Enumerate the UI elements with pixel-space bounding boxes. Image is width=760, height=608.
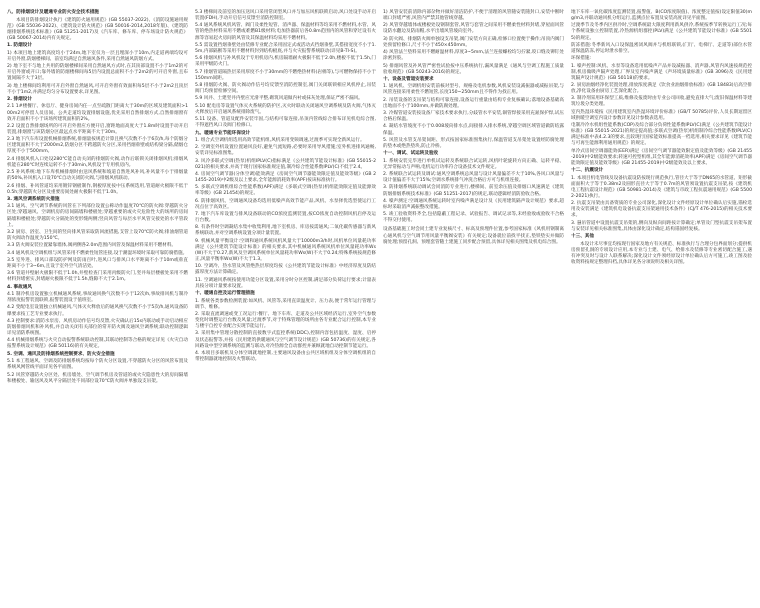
section-heading: 4. 事故通风 <box>7 284 32 290</box>
paragraph: 1) 风管安装前清除内部杂物并做好清洁防护,不便于清理的风管随安装随封口,安装中断时端口封堵严密,风管内严禁其他管线穿越。 <box>383 10 564 22</box>
paragraph: 7. 地下汽车库设置与排风设备联动的CO浓度监测装置,按CO浓度自动控制风机启停及运行台数。 <box>195 212 376 224</box>
paragraph: 5.6 排烟风机与补风机设于专用机房内,机房隔墙耐火极限不低于2.0h,楼板不低于1.5h,门采用甲级防火门。 <box>195 56 376 68</box>
paragraph: 10. 空调冷、热水管及风管绝热层厚度均按《公共建筑节能设计标准》中经济厚度及防结露厚度方法计算确定。 <box>195 264 376 276</box>
paragraph: 3.3 防火阀安装位置紧靠墙体,阀两侧各2.0m范围内风管及保温材料采用不燃材料。 <box>7 243 177 249</box>
paragraph: 1. 系统各类参数检测装置:如风机、风管等,采用直读温度计、压力表,便于常年运行管理与调节、维修。 <box>195 298 376 310</box>
paragraph: 5. 多联式空调机组综合性能系数(APF)满足《多联式空调(热泵)机组能效限定值及能源效率等级》(GB 21454)的规定。 <box>195 185 376 197</box>
paragraph: 3) 地上楼梯间均利用可开启外窗自然通风,可开启外窗有效面积每5层不小于2m2且顶层不小于1m2,并满足均匀分布设置要求,详见图。 <box>7 83 188 95</box>
paragraph: 4) 风管法兰垫料采用不燃耐温材料,厚度3~5mm,法兰连接螺栓均匀拧紧,咬口缝及铆钉处涂密封胶。 <box>383 50 564 62</box>
section-heading: 5. 空调、通风及防排烟系统控制要求、防火安全措施 <box>7 351 115 357</box>
text-column-1 <box>7 10 188 386</box>
paragraph: 3.2 厨房、浴室、卫生间的竖向排风管采取防回流措施,支管上设70℃防火阀;排油烟管道防火阀动作温度为150℃。 <box>7 229 188 242</box>
paragraph: 2) 风管穿越墙体或楼板处设钢制套管,风管与套管之间采用不燃柔性材料封堵,穿屋面风管设防水翻边及防雨帽,水平出墙风管坡向室外。 <box>383 23 564 35</box>
paragraph: 本项目防排烟设计执行《建筑防火通用规范》(GB 55037-2022)、《消防设施通用规范》(GB 55036-2022)、《建筑设计防火规范》(GB 50016-2014,2018年版)、《建筑防烟排烟系统技术标准》(GB 51251-2017)及《汽车库、修车库、停车场设计防火规范》(GB 50067-2014)内有关规定。 <box>7 17 188 41</box>
paragraph: 1. 噪声控制:风机、水泵等设备选用低噪声产品并设减振器、消声器,风管内风速按规范控制,机房做吸声隔声处理,厂界及室内噪声满足《声环境质量标准》(GB 3096)及《民用建筑隔声设计规范》(GB 50118)的要求。 <box>571 63 752 81</box>
section-heading: 十、暖通自控及运行管理措施 <box>195 291 255 297</box>
section-heading: 十、设备及管道安装要求 <box>383 77 434 83</box>
paragraph: 3) 防火阀、排烟防火阀单独设支吊架,阀门安装方向正确,检修口位置便于操作;吊顶内阀门处预留检修口,尺寸不小于450×450mm。 <box>383 36 564 48</box>
paragraph: 2. 空调室外机设置位置通风良好,避免气流短路,必要时采用导风措施;室外机进排风通畅,安装详见标准图集。 <box>195 145 376 157</box>
paragraph: 5.10 配电房等设置气体灭火系统的防护区,灭火时联动关闭通风空调系统及防火阀,气体灭火释放后开启通风系统排除废气。 <box>195 103 376 115</box>
paragraph: 2.1 1#楼餐厅、休息厅、健身房间内任一点至疏散门距离大于30m的区域及建筑面积>100m2可停留人员房间、公共走道均设置排烟设施,优先采用自然排烟方式,自然排烟窗有效开启面积不小于该场所建筑面积的2%。 <box>7 104 188 122</box>
paragraph: 1. 通风机、空调机组安装前核对型号、规格及电机参数,风机安装设减振器或减振吊架,与风管连接采用柔性不燃短管,长度150~250mm且不得作为找正用。 <box>383 84 564 96</box>
text-column-3 <box>383 10 564 247</box>
section-heading: 八、防排烟设计及暖通专业防火安全技术措施 <box>7 10 99 15</box>
section-heading: 十一、调试、试运转及验收 <box>383 151 439 157</box>
paragraph: 3.5 室外进、排风口部设防护网及防雨百叶,进风口与排风口水平距离不小于10m或垂直距离不小于3~6m,且设于室外空气清洁处。 <box>7 257 188 269</box>
paragraph: 5.3 楼梯间及前室的加压送风口采用常闭型风口并与加压风机联锁启动,风口处设手动开启装置(FDH),手动开启信号反馈至消防控制室。 <box>195 10 376 22</box>
paragraph: 1) 本项目地上建筑高度均小于24m,地下室仅为一层且埋深小于10m,内走道两端均设可开启外窗,防烟楼梯间、前室均满足自然通风条件,采用自然通风防烟方式。 <box>7 50 188 62</box>
paragraph: 5.8 排烟防火阀、防火阀动作信号均反馈至消防控制室,阀门关闭联锁相应风机停止,吊装阀门均预留检修空间。 <box>195 82 376 95</box>
paragraph: 4. 本项目多联机及分体空调就地控制,主要通风设备由公共区域机组及分体空调机组的自带控制器就地控制及火警联动。 <box>195 350 376 362</box>
paragraph: 3.6 管道井壁耐火极限不低于1.0h,井壁检查门采用丙级防火门,竖井每层楼板处采用不燃材料封堵密实,封堵耐火极限不低于1.5h,缝隙不大于2.1m。 <box>7 271 188 283</box>
paragraph: 4. 房间空气调节器(分体空调)能效满足《房间空气调节器能效限定值及能效等级》(GB 21455-2019)中2级及以上要求,全年能源消耗效率(APF)按该标准执行。 <box>195 171 376 183</box>
section-heading: 1. 防烟设计 <box>7 43 32 49</box>
paragraph: 本设计未尽事宜均按现行国家及地方有关规范、标准执行与合理分包界面划分;提供机房预留孔洞的专项设计应用,本专业与土建、电气、给排水及装修等专业密切配合施工,遇有冲突及时与设计人联系解决;深化设计文件须经原设计单位确认后方可施工,竣工图及验收资料按规定整理归档,具体详见各分项说明及相关详图。 <box>571 241 752 265</box>
paragraph: 8. 有条件时空调凝结水集中收集利用,地下室机房、库房按需通风;二氧化碳传感器与新风系统联动,并对空调系统设置分项计量装置。 <box>195 225 376 237</box>
paragraph: 2.4 排烟风机入口处设280℃能自动关闭的排烟防火阀,动作后联锁关闭排烟风机;排烟风机能在280℃时连续运转不小于30min,风机设于专用机房内。 <box>7 156 188 168</box>
paragraph: 地下车库一氧化碳浓度监测装置,报警值、B(CO浓度限值)、浓度整定值按(设定限值30)mg/m3,并联动通风机分组运行,监测点位布置及安装高度详见平面图。 <box>571 10 752 22</box>
paragraph: 5.7 排烟管道隔热层采用厚度不小于30mm的不燃绝热材料(岩棉等),与可燃物保持不小于150mm间距。 <box>195 69 376 81</box>
text-column-4 <box>571 10 752 267</box>
paragraph: 3. 冷媒管道安装按设备厂家技术要求执行,分歧管水平安装,铜管焊接采用充氮保护焊,试压合格后保温。 <box>383 111 564 123</box>
paragraph: 3.1 通风、空气调节系统的风管在下列部位设置公称动作温度70℃的防火阀:穿越防火分区处;穿越通风、空调机房的房间隔墙和楼板处;穿越重要的或火灾危险性大的场所的房间隔墙和楼板处;穿越防火分隔处的变形缝两侧;竖向风管与每层水平风管交接处的水平管段上。 <box>7 204 188 228</box>
paragraph: 3. 风冷多联式空调(热泵)机组IPLV(C)指标满足《公共建筑节能设计标准》(GB 55015-2021)的相关要求,并高于现行国家标准规定值,制冷综合性能系数IPLV(C)不低于2.4。 <box>195 158 376 170</box>
paragraph: 3.4 通风机及空调机组与风管采用不燃柔性短管连接,设于潮湿环境时采取可靠防腐措施。 <box>7 250 188 256</box>
paragraph: 4.3 控制要求:消防水泵房、风机房动作信号均反馈,火灾确认后15s内联动或手动启动相应防烟排烟风机和补风机,并自动关闭有关部位的常开防火阀及通风空调系统;联动控制逻辑详见消防系统图。 <box>7 318 188 337</box>
paragraph: 2. 抗震支吊架由具备资质的专业公司深化,深化设计文件经原设计单位确认后实施,锚栓选用及安装满足《建筑机电设备抗震支吊架通用技术条件》(CJ/T 476-2015)的相关技术要求。 <box>571 201 752 219</box>
paragraph: 5.4 通风系统风机风管、阀门及柔性短管、消声器、保温材料等均采用不燃材料,水管、风管的绝热材料采用不燃或难燃B1级材料;电加热器前后各0.8m范围内的风管和穿过设有火源等容易起火房间的风管及其保温材料均采用不燃材料。 <box>195 23 376 41</box>
paragraph: 2. 系统联合试运转及调试:通风空调系统总风量与设计风量偏差不大于10%,各风口风量与设计值偏差不大于15%;空调水系统排气冲洗合格后方可与机组连接。 <box>383 172 564 184</box>
paragraph: 11. 空调通风系统按使用功能分区设置,采用分时分区控制,满足部分负荷运行要求;计量表具按分项计量要求设置。 <box>195 277 376 289</box>
paragraph: 2. 厨房油烟经净化装置处理,排放浓度满足《饮食业油烟排放标准》(GB 18483)后高空排放,净化设备由厨房工艺深化配合。 <box>571 82 752 95</box>
paragraph: 9. 机械风量平衡设计:空调和通风系统风机风量大于10000m3/h时,风机单位风量耗功率满足《公共建筑节能设计标准》的相关要求,其中机械通风系统风机单位风量耗功率Ws(W)不大于0.27,新风及空调风系统单位风量耗功率Ws(W)不大于0.24;特殊系统按规范修正,风量平衡率Ws(W)不大于1.3。 <box>195 238 376 263</box>
paragraph: 1. 系统安装完毕进行单机试运转及系统联合试运转,风机叶轮旋转方向正确、运转平稳、无异常振动与声响,电机运行功率符合设备技术文件规定。 <box>383 158 564 170</box>
paragraph: 4.1 制冷机房设置独立机械通风系统,事故通风换气次数不小于12次/h,事故排风机与制冷剂浓度报警装置联锁,报警装置设于值班室。 <box>7 292 188 304</box>
section-heading: 九、暖通专业节能环保设计 <box>195 130 251 136</box>
paragraph: 单冷式房间空调器能效(EER)满足《房间空气调节器能效限定值及能效等级》(GB 21455-2019)中2级能效要求;转速可控型机组,其全年能源消耗效率(APF)满足《房间空气调节器能效限定值及能效等级》(GB 21455-2019)中2级能效及以上要求。 <box>571 148 752 166</box>
paragraph: 3. 防排烟系统联动调试会同消防专业进行,楼梯间、前室余压值及排烟口风速满足《建筑防烟排烟系统技术标准》(GB 51251-2017)的规定,联动逻辑经消防验收合格。 <box>383 185 564 197</box>
paragraph: 5.5 需设置挡烟垂壁处由装修专业配合采用固定式或活动式挡烟垂壁,其搭接宽度不小于1.5m,内部隔断等采用不燃材料封到结构板底,并与火灾报警系统联动(详见B-TI-S)。 <box>195 42 376 54</box>
paragraph: 2.3 地下汽车库设置机械排烟系统,排烟量按规范计算且换气次数不小于6次/h,每个防烟分区建筑面积不大于2000m2,防烟分区不跨越防火分区,采用挡烟垂壁或结构梁分隔,储烟仓厚度不小于500mm。 <box>7 137 188 155</box>
paragraph: 5. 竣工验收资料齐全,包括隐蔽工程记录、试验报告、调试记录等,未经验收或验收不合格不得交付使用。 <box>383 212 564 224</box>
column-layout <box>7 10 756 386</box>
paragraph: 环保措施: <box>571 56 591 62</box>
section-heading: 十二、抗震设计 <box>571 168 604 174</box>
paragraph: 5.2 风管穿越防火分区处、机房墙处、空气调节机房及管道的或火灾隐患性大的房间隔墙和楼板处、输送风及风平分隔层处不同部位设70℃防火阀并单独设支吊架。 <box>7 372 188 384</box>
paragraph: 5) 排烟风管及补风管严密性试验按中压系统执行,漏风量满足《通风与空调工程施工质量验收规范》(GB 50243-2016)的规定。 <box>383 63 564 75</box>
paragraph: 5.11 设备、管道及配件安装牢固,与结构可靠连接,吊顶内管线综合排布详见机电综合图,不得遮挡风口及阀门检修口。 <box>195 117 376 129</box>
paragraph: 2.2 设置自然排烟场所的可开启外窗应方便开启,窗距地面高度大于1.8m时设置手动开启装置,排烟窗与该防烟分区最远点水平距离不大于30m。 <box>7 123 188 135</box>
paragraph: 4.2 变配电室设置独立机械通风,气体灭火释放后的通风换气次数不小于5次/h,通风设备防爆要求按工艺专业要求执行。 <box>7 305 188 317</box>
paragraph: 4.4 机械排烟系统与火灾自动报警系统联动控制,其联动控制等合格的规定详见《火灾自动报警系统设计规范》(GB 50116)的有关规定。 <box>7 338 188 350</box>
paragraph: 5.1 本工程通风、空调及防排烟系统均按每个防火分区设置,不穿越防火分区的风管布置及系统风网管线平面详见各平面图。 <box>7 359 188 371</box>
section-heading: 3. 通风空调系统防火措施 <box>7 197 60 203</box>
paragraph: 4. 凝结水管坡度不小于0.008坡向排水点,间接排入排水系统,穿越空调区域管道做防结露保温。 <box>383 124 564 136</box>
paragraph: 2. 吊装设备的支吊架与结构可靠连接,设备运行重量由结构专业复核确认;落地设备基础高出地面不小于100mm,并做防腐处理。 <box>383 97 564 109</box>
paragraph: 3. 悬吊管道中设置抗震支吊架的,侧向及纵向间距按计算确定;单管及门型抗震支吊架布置与安装详见相关标准图集,具体由深化设计确定,结构锚固经复核。 <box>571 220 752 232</box>
section-heading: 十三、其他 <box>571 234 594 240</box>
paragraph: 1. 本项目机电管线及设备抗震设防按现行规范执行,管径大于等于DN65的水管道、矩形截面面积大于等于0.38m2及圆形直径大于等于0.7m的风管须设置抗震支吊架,按《建筑机电工程抗震设计规范》(GB 50981-2014)及《建筑与市政工程抗震通用规范》(GB 55002-2021)执行。 <box>571 175 752 199</box>
paragraph: 2.5 补风系统:地下车库机械排烟时由送风系统和坡道自然进风补风,补风量不小于排烟量的50%,补风机入口设70℃自动关闭防火阀,与排烟风机联动。 <box>7 170 188 182</box>
paragraph: 3. 采用集中管理分散控制的直接数字式监控系统(DDC),控制内容包括温度、湿度、启停及状态报警等,并按《民用建筑供暖通风与空气调节设计规范》(GB 50736)的有关规定,各回路设中型空调系统的监测与联动,对冷热源全自动群控并兼顾就地自动控制节能运行。 <box>195 331 376 349</box>
paragraph: 过渡季节及冬季内区供冷时,空调系统最大限度利用新风供冷,系统按季节转换运行工况;每个系统设独立控制装置,冷热源机组群控(PLV)满足《公共建筑节能设计标准》(GB 55015)的规定。 <box>571 23 752 41</box>
paragraph: 电制冷冷水机组性能系数(COP)及综合部分负荷性能系数IPLV(C)满足《公共建筑节能设计标准》(GB 55015-2021)的规定提高值;多联式空调(热泵)机组制冷综合性能系数IPLV(C)满足标准中表4.2.3的要求,且较现行国家能效标准提高一档选用,相关要求详见《建筑节能与可再生能源利用通用规范》的规定。 <box>571 123 752 147</box>
paragraph: 2. 采取直流调速或变工况运行:餐厅、地下车库、走道及公共区域经济运行,室外空气参数变化时调整运行台数及风量;过渡季节,对于特殊管理的场所由各专业配合运行控制,本专业与楼宇自控专业配合实现节能运行。 <box>195 311 376 330</box>
text-column-2 <box>195 10 376 364</box>
paragraph: 5.9 风井、土建竖井内壁应光滑平整,砌筑风道做内衬或抹灰处理,保证严密不漏风。 <box>195 96 363 102</box>
paragraph: 4. 噪声测定:空调通风系统运转时室内噪声满足设计及《民用建筑隔声设计规范》要求,超标时采取消声减振整改措施。 <box>383 198 564 210</box>
paragraph: 1. 组合式空调机组选用高效节能机组,风机采用变频调速,过渡季可实现全新风运行。 <box>195 137 365 143</box>
paragraph: 3. 制冷剂采用环保型工质,维修及报废时由专业公司回收,避免直排大气;废旧保温材料等建筑垃圾分类处理。 <box>571 96 752 108</box>
section-heading: 2. 排烟设计 <box>7 97 32 103</box>
paragraph: 防冻措施:冬季新风入口设保温密闭风阀并与机组联锁,(门厅、电梯厅、走道等)部位水管道保温防冻,停运时泄水排空。 <box>571 42 752 54</box>
paragraph: 设备基础施工时会同土建专业复核尺寸、标高及预埋件位置,参考国家标准《风机用钢制离心通风机与空气调节用风量平衡阀安装》有关规定;设备就位前找平找正,垫铁垫实并做防腐处理;预留孔洞、预埋套管随土建施工同步配合预留,具体详见相关图集及机电综合图。 <box>383 227 564 245</box>
paragraph: 室内热湿环境按《民用建筑室内热湿环境评价标准》(GB/T 50785)评价,人员长期逗留区域供暖空调室内设计参数详见设计参数表选用。 <box>571 109 752 121</box>
paragraph: 5. 风管及水管支吊架间距、形式按国家标准图集执行,保温管道支吊架处设置经防腐处理的垫木或绝热垫块,防止冷桥。 <box>383 137 564 149</box>
paragraph: 6. 防排烟风机、空调通风设备均选用低噪声高效节能产品,风机、水泵择优选型使运行工况点位于高效区。 <box>195 198 376 210</box>
paragraph: 2.6 排烟、补风管道均采用镀锌钢板制作,钢板厚度按中压系统选用,管道耐火极限不低于0.5h;穿越防火分区及重要房间处耐火极限不低于1.0h。 <box>7 183 188 195</box>
paragraph: 2) 地下室不与地上共用的防烟楼梯间采用自然通风方式时,在其顶部设置不小于1m2的可开启外窗或开口;靠外墙的防烟楼梯间每5层内设置总面积不小于2m2的可开启外窗,且布置间隔不大于3层。 <box>7 64 188 82</box>
